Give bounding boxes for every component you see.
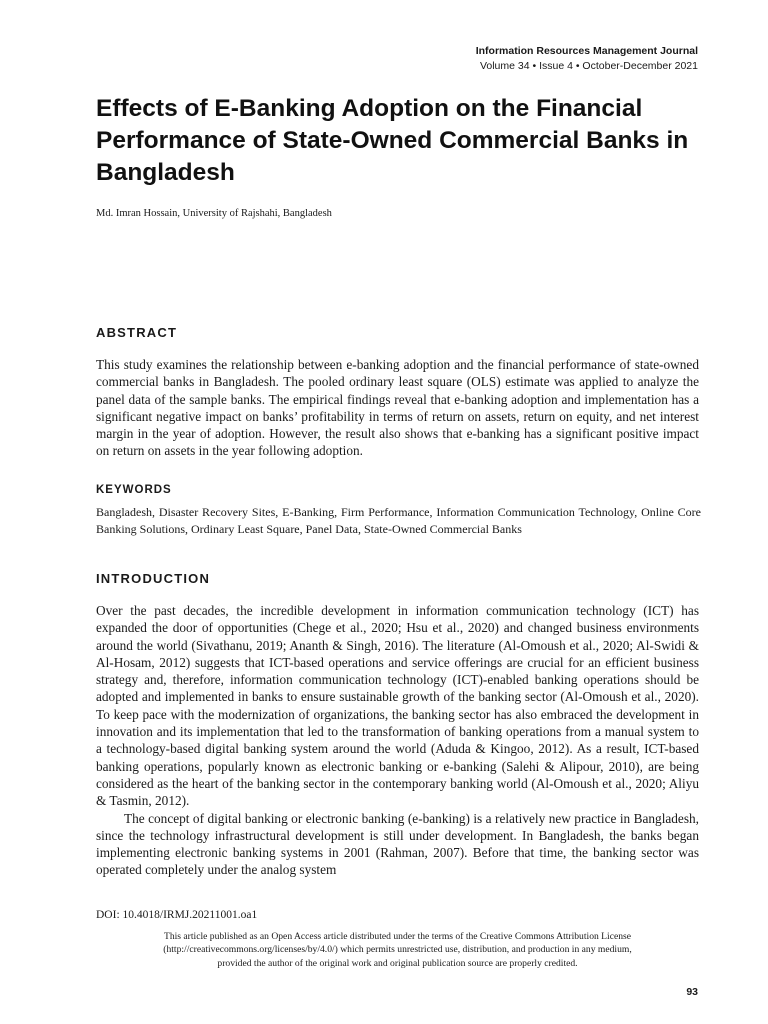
introduction-heading: INTRODUCTION [96, 571, 211, 586]
abstract-text [96, 356, 699, 460]
license-line: This article published as an Open Access article distributed under the terms of the Creative Commons Attribution License [163, 931, 632, 942]
page-number: 93 [686, 986, 698, 998]
introduction-paragraph: The concept of digital banking or electronic banking (e-banking) is a relatively new practice in Bangladesh, since the technology infrastructural development is still under development. In Bangladesh, the banks began implementing electronic banking systems in 2001 (Rahman, 2007). Before that time, the banking sector was operated completely under the analog system [96, 810, 699, 878]
journal-name: Information Resources Management Journal [475, 45, 698, 57]
license-line: (http://creativecommons.org/licenses/by/4.0/) which permits unrestricted use, distribution, and production in any medium, [163, 944, 632, 956]
keywords-heading: KEYWORDS [96, 484, 172, 496]
abstract-paragraph: This study examines the relationship between e-banking adoption and the financial performance of state-owned commercial banks in Bangladesh. The pooled ordinary least square (OLS) estimate was applied to analyze the panel data of the sample banks. The empirical findings reveal that e-banking adoption and implementation has a significant negative impact on banks’ profitability in terms of return on assets, return on equity, and net interest margin in the year of adoption. However, the result also shows that e-banking has a significant positive impact on return on assets in the year following adoption. [96, 357, 699, 459]
article-title: Effects of E-Banking Adoption on the Financial Performance of State-Owned Commercial Banks in Bangladesh [96, 95, 689, 186]
introduction-body [96, 602, 699, 879]
journal-header [476, 44, 698, 74]
introduction-paragraph: Over the past decades, the incredible development in information communication technology (ICT) has expanded the door of opportunities (Chege et al., 2020; Hsu et al., 2020) and changed business environments around the world (Sivathanu, 2019; Ananth & Singh, 2016). The literature (Al-Omoush et al., 2020; Al-Swidi & Al-Hosam, 2012) suggests that ICT-based operations and service offerings are crucial for an efficient business strategy and, therefore, information communication technology (ICT)-enabled banking operations should be adopted and implemented in banks to ensure sustainable growth of the banking sector (Al-Omoush et al., 2020). To keep pace with the modernization of organizations, the banking sector has also embraced the development in innovation and its implementation that led to the transformation of banking operations from a manual system to a technology-based digital banking system around the world (Aduda & Kingoo, 2012). As a result, ICT-based banking operations, popularly known as electronic banking or e-banking (Salehi & Alipour, 2010), are being considered as the heart of the banking sector in the contemporary banking world (Al-Omoush et al., 2020; Aliyu & Tasmin, 2012). [96, 603, 699, 809]
license-notice [96, 930, 699, 970]
author-affiliation: Md. Imran Hossain, University of Rajshahi, Bangladesh [96, 208, 332, 219]
abstract-heading: ABSTRACT [96, 325, 178, 340]
journal-issue: Volume 34 • Issue 4 • October-December 2021 [479, 60, 698, 72]
license-line: provided the author of the original work and original publication source are properly credited. [217, 957, 578, 969]
keywords-text: Bangladesh, Disaster Recovery Sites, E-Banking, Firm Performance, Information Communication Technology, Online Core Banking Solutions, Ordinary Least Square, Panel Data, State-Owned Commercial Banks [96, 505, 701, 536]
doi-text: DOI: 10.4018/IRMJ.20211001.oa1 [96, 909, 258, 921]
